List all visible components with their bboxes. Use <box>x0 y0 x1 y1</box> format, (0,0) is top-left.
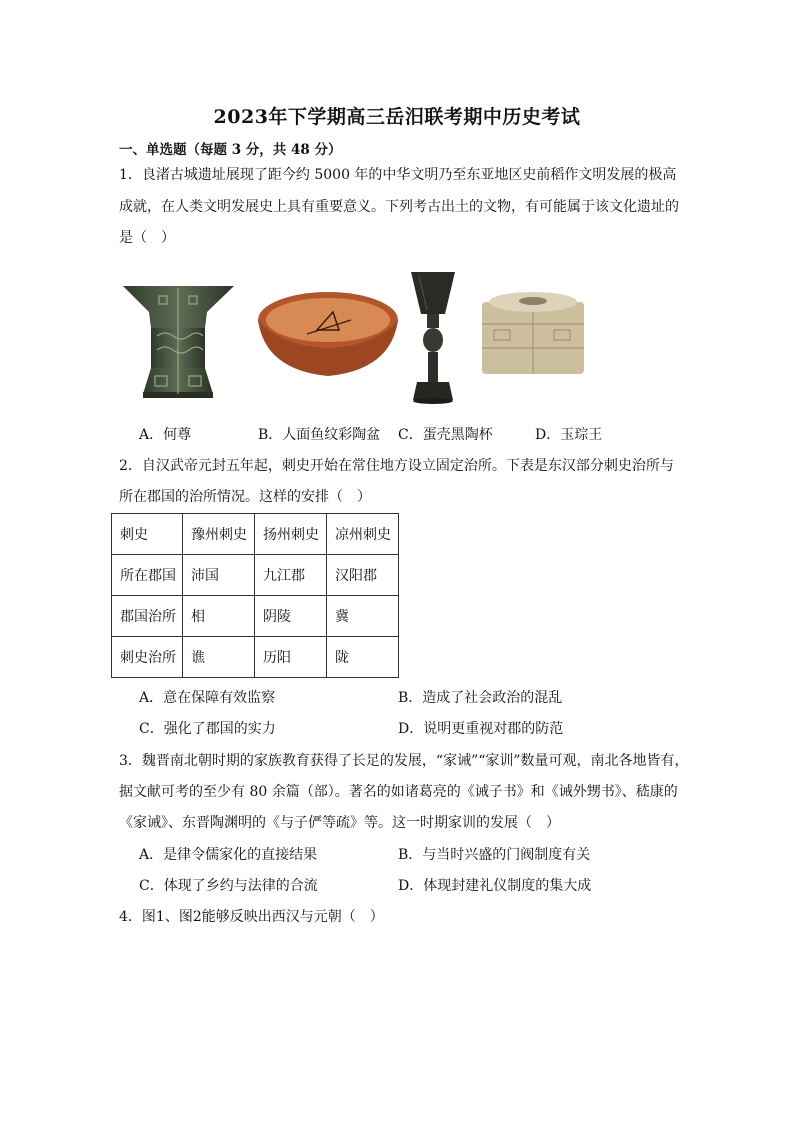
q3-line-2: 据文献可考的至少有 80 余篇（部）。著名的如诸葛亮的《诫子书》和《诫外甥书》、嵇康的 <box>119 784 678 800</box>
table-cell: 刺史 <box>112 514 183 555</box>
q1-line-3: 是（ ） <box>119 230 175 246</box>
q2-line-2: 所在郡国的治所情况。这样的安排（ ） <box>119 489 371 505</box>
table-row <box>112 514 399 555</box>
table-cell: 冀 <box>327 596 399 637</box>
q2-option-a[interactable]: A．意在保障有效监察 <box>139 690 276 706</box>
fish-face-pottery-basin-image <box>257 290 399 380</box>
table-cell: 郡国治所 <box>112 596 183 637</box>
table-cell: 扬州刺史 <box>255 514 327 555</box>
table-row <box>112 555 399 596</box>
table-cell: 九江郡 <box>255 555 327 596</box>
jade-cong-king-image <box>480 290 586 378</box>
q2-option-b[interactable]: B．造成了社会政治的混乱 <box>398 690 563 706</box>
q3-option-d[interactable]: D．体现封建礼仪制度的集大成 <box>398 878 592 894</box>
table-cell: 刺史治所 <box>112 637 183 678</box>
q4-line-1: 4．图1、图2能够反映出西汉与元朝（ ） <box>119 909 384 925</box>
table-cell: 豫州刺史 <box>183 514 255 555</box>
table-cell: 凉州刺史 <box>327 514 399 555</box>
table-row <box>112 596 399 637</box>
table-cell: 谯 <box>183 637 255 678</box>
q3-option-c[interactable]: C．体现了乡约与法律的合流 <box>139 878 318 894</box>
q3-option-a[interactable]: A．是律令儒家化的直接结果 <box>139 847 318 863</box>
table-cell: 沛国 <box>183 555 255 596</box>
table-cell: 相 <box>183 596 255 637</box>
q1-option-a[interactable]: A．何尊 <box>139 427 192 443</box>
page-title: 2023年下学期高三岳汨联考期中历史考试 <box>213 106 581 128</box>
q1-option-d[interactable]: D．玉琮王 <box>535 427 603 443</box>
q1-option-b[interactable]: B．人面鱼纹彩陶盆 <box>258 427 381 443</box>
he-zun-bronze-image <box>121 276 236 400</box>
table-cell: 阴陵 <box>255 596 327 637</box>
q3-line-1: 3．魏晋南北朝时期的家族教育获得了长足的发展，“家诫”“家训”数量可观，南北各地皆有， <box>119 753 689 769</box>
q2-option-d[interactable]: D．说明更重视对郡的防范 <box>398 721 564 737</box>
q3-option-b[interactable]: B．与当时兴盛的门阀制度有关 <box>398 847 591 863</box>
q2-option-c[interactable]: C．强化了郡国的实力 <box>139 721 276 737</box>
table-cell: 所在郡国 <box>112 555 183 596</box>
table-cell: 陇 <box>327 637 399 678</box>
q3-line-3: 《家诫》、东晋陶渊明的《与子俨等疏》等。这一时期家训的发展（ ） <box>119 815 560 831</box>
table-row <box>112 637 399 678</box>
q1-line-1: 1．良渚古城遗址展现了距今约 5000 年的中华文明乃至东亚地区史前稻作文明发展的极高 <box>119 167 677 183</box>
eggshell-black-pottery-cup-image <box>407 270 459 406</box>
q1-option-c[interactable]: C．蛋壳黑陶杯 <box>398 427 493 443</box>
table-cell: 汉阳郡 <box>327 555 399 596</box>
q1-line-2: 成就，在人类文明发展史上具有重要意义。下列考古出土的文物，有可能属于该文化遗址的 <box>119 199 679 215</box>
governor-seat-table <box>111 513 399 678</box>
section-heading: 一、单选题（每题 3 分，共 48 分） <box>119 142 342 158</box>
table-cell: 历阳 <box>255 637 327 678</box>
q2-line-1: 2．自汉武帝元封五年起，刺史开始在常住地方设立固定治所。下表是东汉部分刺史治所与 <box>119 458 674 474</box>
